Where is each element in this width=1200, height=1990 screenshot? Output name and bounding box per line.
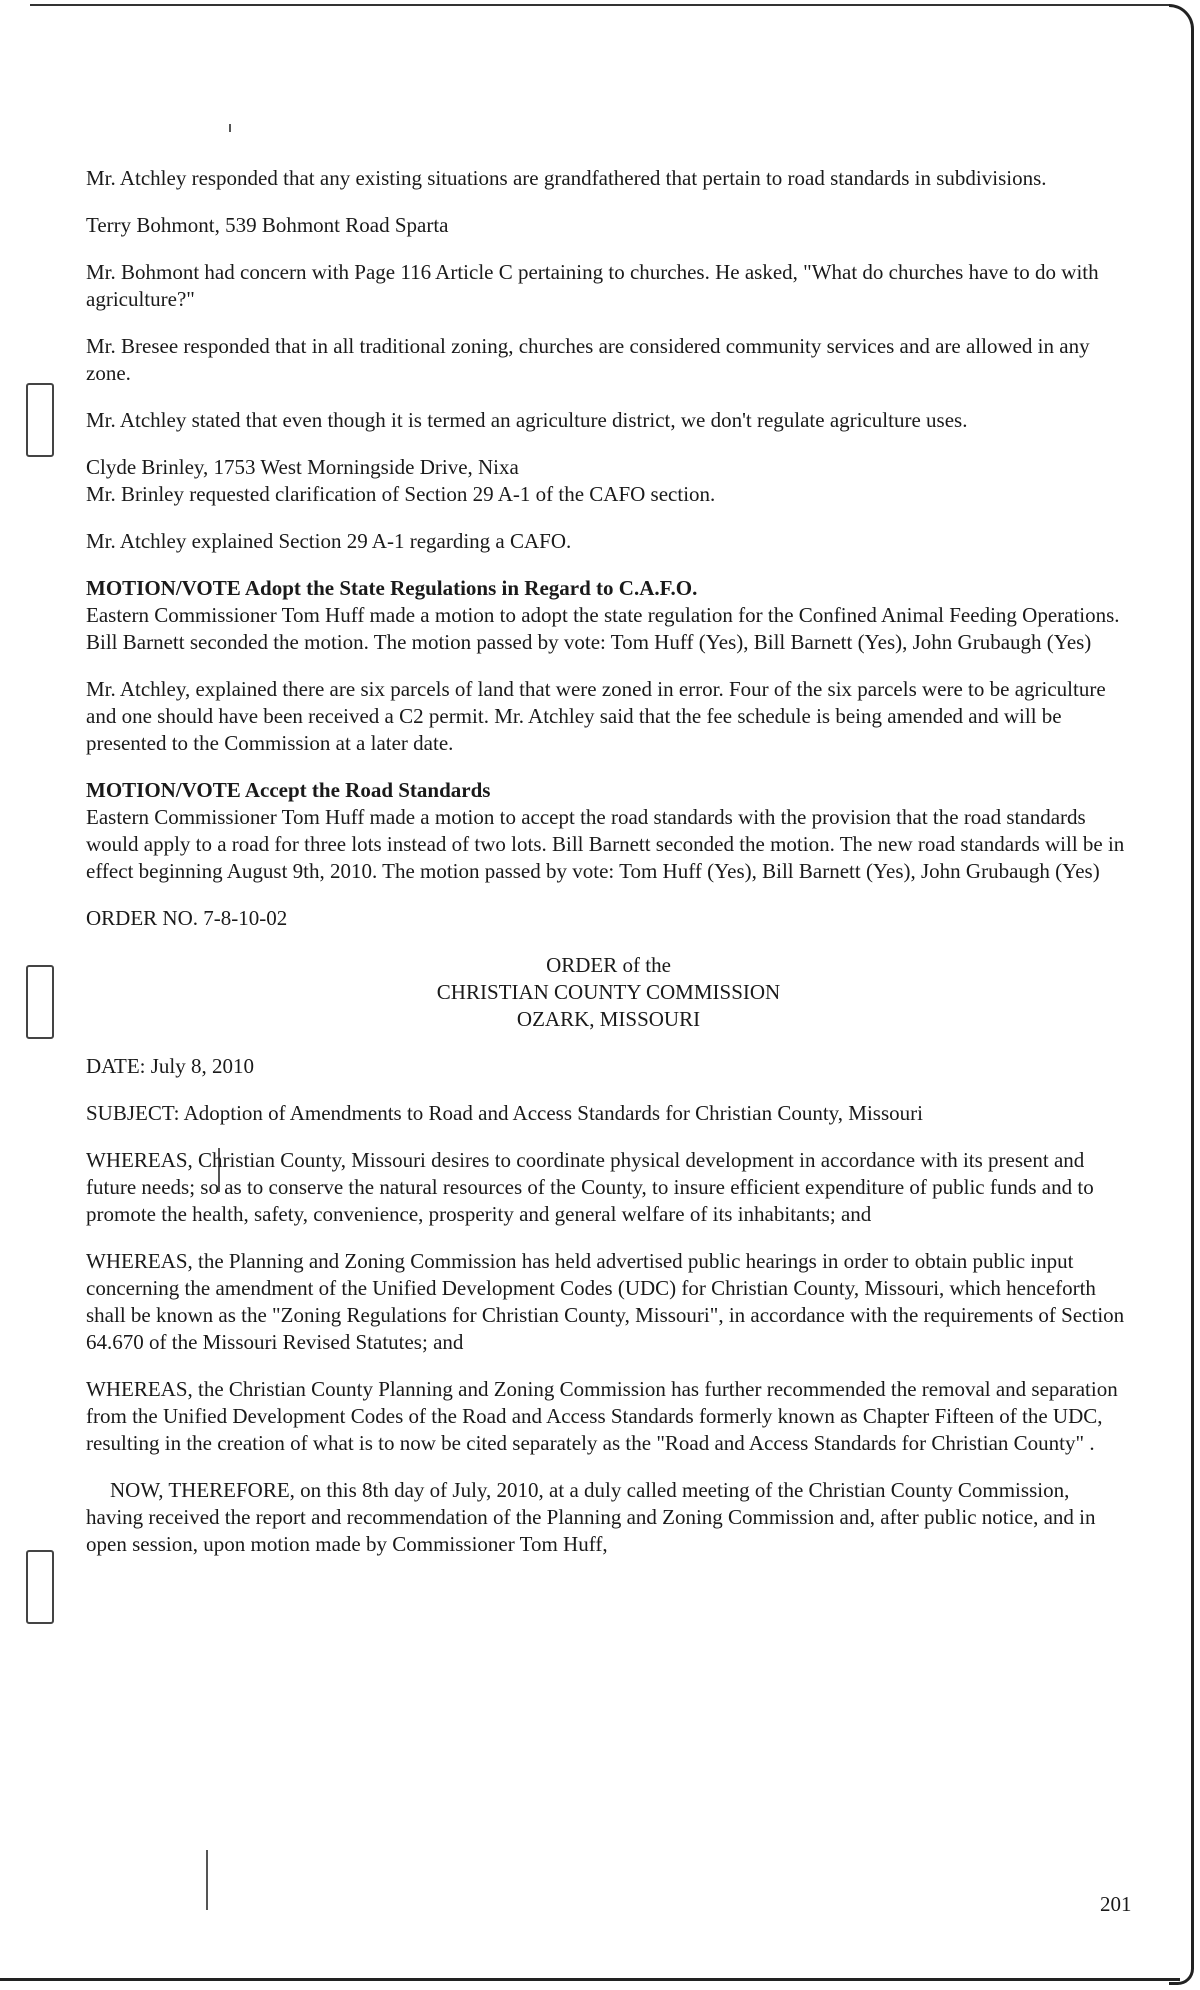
paragraph: Mr. Bohmont had concern with Page 116 Article C pertaining to churches. He asked, "What do churches have to do with agriculture?" — [86, 260, 1099, 311]
paragraph: Mr. Atchley stated that even though it is termed an agriculture district, we don't regulate agriculture uses. — [86, 408, 968, 432]
order-number: ORDER NO. 7-8-10-02 — [86, 906, 288, 930]
brinley-block — [86, 454, 1131, 508]
order-header-line-3: OZARK, MISSOURI — [516, 1007, 701, 1031]
scan-mark — [206, 1850, 208, 1910]
motion-cafo — [86, 575, 1131, 656]
paragraph: Mr. Atchley responded that any existing situations are grandfathered that pertain to road standards in subdivisions. — [86, 166, 1047, 190]
motion-cafo-body: Eastern Commissioner Tom Huff made a motion to adopt the state regulation for the Confined Animal Feeding Operations. Bill Barnett seconded the motion. The motion passed by vote: Tom Huff (Yes), Bill Barnett (Yes), John Grubaugh (Yes) — [86, 603, 1120, 654]
page-edge-top — [30, 4, 1170, 6]
whereas-clause: WHEREAS, the Planning and Zoning Commission has held advertised public hearings in order to obtain public input concerning the amendment of the Unified Development Codes (UDC) for Christian County, Missouri, which henceforth shall be known as the "Zoning Regulations for Christian County, Missouri", in accordance with the requirements of Section 64.670 of the Missouri Revised Statutes; and — [86, 1249, 1125, 1354]
motion-road-heading: MOTION/VOTE Accept the Road Standards — [86, 778, 491, 802]
order-header — [86, 952, 1131, 1033]
scan-mark — [229, 124, 231, 132]
paragraph: Mr. Atchley, explained there are six parcels of land that were zoned in error. Four of the six parcels were to be agriculture and one should have been received a C2 permit. Mr. Atchley said that the fee schedule is being amended and will be presented to the Commission at a later date. — [86, 677, 1106, 755]
now-therefore-clause: NOW, THEREFORE, on this 8th day of July, 2010, at a duly called meeting of the Christian County Commission, having received the report and recommendation of the Planning and Zoning Commission and, after public notice, and in open session, upon motion made by Commissioner Tom Huff, — [86, 1478, 1096, 1556]
brinley-line-2: Mr. Brinley requested clarification of Section 29 A-1 of the CAFO section. — [86, 482, 716, 506]
order-header-line-1: ORDER of the — [546, 953, 671, 977]
paragraph: Mr. Bresee responded that in all traditional zoning, churches are considered community services and are allowed in any zone. — [86, 334, 1090, 385]
binder-hole-1 — [26, 383, 54, 457]
page-edge-bottom — [0, 1978, 1180, 1981]
paragraph: Mr. Atchley explained Section 29 A-1 regarding a CAFO. — [86, 529, 572, 553]
motion-road-standards — [86, 777, 1131, 885]
whereas-clause: WHEREAS, Christian County, Missouri desires to coordinate physical development in accordance with its present and future needs; so as to conserve the natural resources of the County, to insure efficient expenditure of public funds and to promote the health, safety, convenience, prosperity and general welfare of its inhabitants; and — [86, 1148, 1094, 1226]
paragraph: Terry Bohmont, 539 Bohmont Road Sparta — [86, 213, 449, 237]
binder-hole-2 — [26, 965, 54, 1039]
page-number: 201 — [1100, 1892, 1132, 1916]
motion-cafo-heading: MOTION/VOTE Adopt the State Regulations in Regard to C.A.F.O. — [86, 576, 698, 600]
top-paragraphs — [86, 165, 1131, 1578]
binder-hole-3 — [26, 1550, 54, 1624]
order-subject: SUBJECT: Adoption of Amendments to Road and Access Standards for Christian County, Missouri — [86, 1101, 923, 1125]
order-date: DATE: July 8, 2010 — [86, 1054, 254, 1078]
page-edge-right — [1169, 4, 1194, 1985]
order-header-line-2: CHRISTIAN COUNTY COMMISSION — [436, 980, 781, 1004]
whereas-clause: WHEREAS, the Christian County Planning and Zoning Commission has further recommended the removal and separation from the Unified Development Codes of the Road and Access Standards formerly known as Chapter Fifteen of the UDC, resulting in the creation of what is to now be cited separately as the "Road and Access Standards for Christian County" . — [86, 1377, 1118, 1455]
brinley-line-1: Clyde Brinley, 1753 West Morningside Drive, Nixa — [86, 455, 519, 479]
motion-road-body: Eastern Commissioner Tom Huff made a motion to accept the road standards with the provision that the road standards would apply to a road for three lots instead of two lots. Bill Barnett seconded the motion. The new road standards will be in effect beginning August 9th, 2010. The motion passed by vote: Tom Huff (Yes), Bill Barnett (Yes), John Grubaugh (Yes) — [86, 805, 1125, 883]
